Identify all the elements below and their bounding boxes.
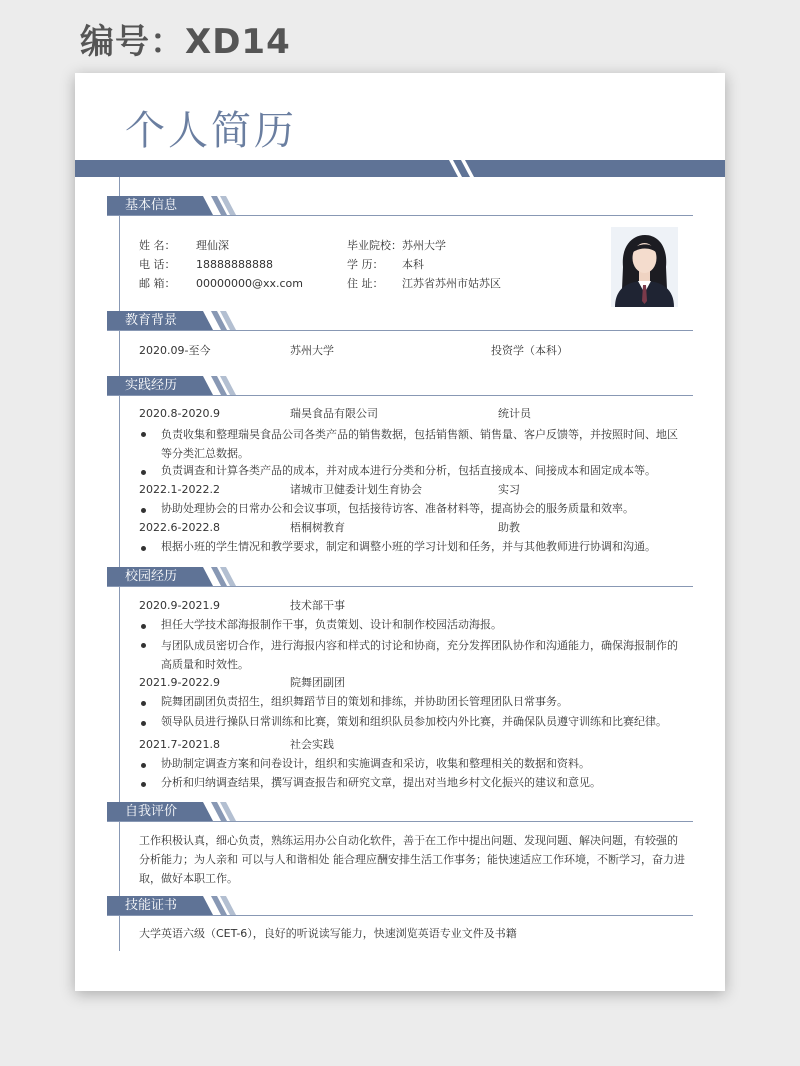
timeline-line [119,177,120,951]
campus-date: 2021.9-2022.9 [139,676,220,689]
resume-page [75,73,725,991]
campus-bullet: 领导队员进行操队日常训练和比赛，策划和组织队员参加校内外比赛，并确保队员遵守训练和比赛纪律。 [161,715,667,728]
document-code: 编号：XD14 [80,22,291,62]
practice-role: 统计员 [498,407,531,420]
phone-value: 18888888888 [196,258,273,271]
bullet-dot [141,546,146,551]
campus-date: 2021.7-2021.8 [139,738,220,751]
bullet-dot [141,508,146,513]
education-major: 投资学（本科） [491,344,568,357]
degree-value: 本科 [402,258,424,271]
bullet-dot [141,470,146,475]
section-title: 自我评价 [125,804,178,819]
practice-role: 实习 [498,483,520,496]
campus-bullet: 院舞团副团负责招生，组织舞蹈节目的策划和排练，并协助团长管理团队日常事务。 [161,695,568,708]
practice-date: 2022.6-2022.8 [139,521,220,534]
campus-date: 2020.9-2021.9 [139,599,220,612]
campus-bullet: 协助制定调查方案和问卷设计，组织和实施调查和采访，收集和整理相关的数据和资料。 [161,757,590,770]
skills-text: 大学英语六级（CET-6），良好的听说读写能力，快速浏览英语专业文件及书籍 [139,927,517,940]
title-band [75,160,725,177]
address-value: 江苏省苏州市姑苏区 [402,277,501,290]
section-title: 实践经历 [125,378,178,393]
practice-org: 梧桐树教育 [290,521,345,534]
section-title: 基本信息 [125,198,178,213]
bullet-dot [141,701,146,706]
practice-date: 2020.8-2020.9 [139,407,220,420]
name-value: 理仙深 [196,239,229,252]
phone-label: 电 话： [139,258,176,271]
practice-date: 2022.1-2022.2 [139,483,220,496]
bullet-dot [141,643,146,648]
campus-role: 院舞团副团 [290,676,345,689]
practice-bullet: 协助处理协会的日常办公和会议事项，包括接待访客、准备材料等，提高协会的服务质量和效率。 [161,502,634,515]
school-label: 毕业院校： [347,239,402,252]
campus-bullet: 与团队成员密切合作，进行海报内容和样式的讨论和协商，充分发挥团队协作和沟通能力，确保海报制作的高质量和时效性。 [161,639,678,671]
section-title: 教育背景 [125,313,178,328]
bullet-dot [141,763,146,768]
profile-photo [611,227,678,307]
resume-title: 个人简历 [125,108,297,154]
bullet-dot [141,624,146,629]
education-date: 2020.09-至今 [139,344,211,357]
name-label: 姓 名： [139,239,176,252]
school-value: 苏州大学 [402,239,446,252]
degree-label: 学 历： [347,258,384,271]
section-campus [107,567,693,587]
section-title: 技能证书 [125,898,178,913]
section-education [107,311,693,331]
practice-org: 瑞昊食品有限公司 [290,407,378,420]
address-label: 住 址： [347,277,384,290]
campus-bullet: 担任大学技术部海报制作干事，负责策划、设计和制作校园活动海报。 [161,618,502,631]
section-practice [107,376,693,396]
campus-role: 技术部干事 [290,599,345,612]
section-title: 校园经历 [125,569,178,584]
section-self-evaluation [107,802,693,822]
practice-bullet: 负责收集和整理瑞昊食品公司各类产品的销售数据，包括销售额、销售量、客户反馈等，并按照时间、地区等分类汇总数据。 [161,428,678,460]
practice-bullet: 根据小班的学生情况和教学要求，制定和调整小班的学习计划和任务，并与其他教师进行协调和沟通。 [161,540,656,553]
practice-bullet: 负责调查和计算各类产品的成本，并对成本进行分类和分析，包括直接成本、间接成本和固定成本等。 [161,464,656,477]
practice-org: 诸城市卫健委计划生育协会 [290,483,422,496]
self-evaluation-text: 工作积极认真，细心负责，熟练运用办公自动化软件，善于在工作中提出问题、发现问题、解决问题，有较强的分析能力；为人亲和 可以与人和谐相处 能合理应酬安排生活工作事务；能快速适应工作环境，不断学习，奋力进取，做好本职工作。 [139,834,685,885]
bullet-dot [141,432,146,437]
email-label: 邮 箱： [139,277,176,290]
bullet-dot [141,721,146,726]
campus-bullet: 分析和归纳调查结果，撰写调查报告和研究文章，提出对当地乡村文化振兴的建议和意见。 [161,776,601,789]
email-value: 00000000@xx.com [196,277,303,290]
education-school: 苏州大学 [290,344,334,357]
bullet-dot [141,782,146,787]
section-basic-info [107,196,693,216]
campus-role: 社会实践 [290,738,334,751]
section-skills [107,896,693,916]
practice-role: 助教 [498,521,520,534]
